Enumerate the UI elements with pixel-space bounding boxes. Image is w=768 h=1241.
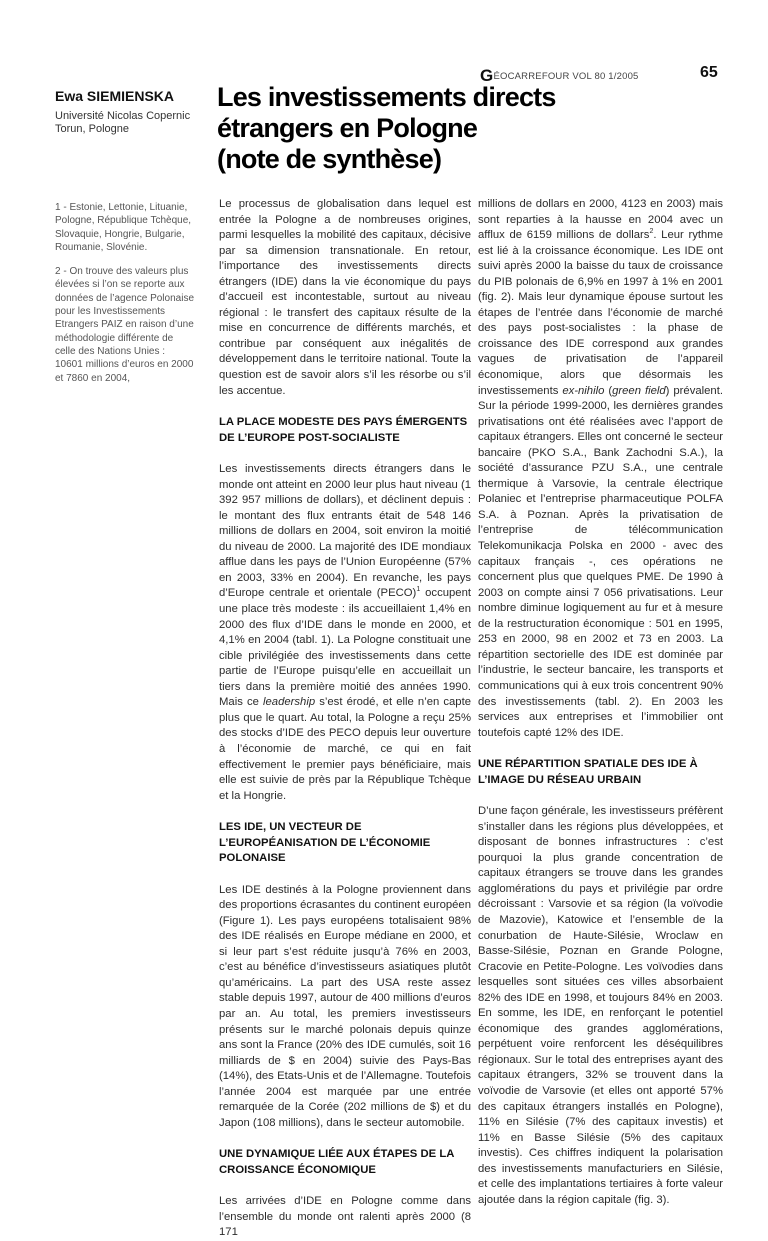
body-column-right (478, 197, 723, 1208)
italic-text: ex-nihilo (562, 384, 605, 397)
affiliation-line: Université Nicolas Copernic (55, 110, 191, 122)
footnote-ref: 2 (649, 228, 654, 236)
footnote-1: 1 - Estonie, Lettonie, Lituanie, Pologne, République Tchèque, Slovaquie, Hongrie, Bulgarie, Roumanie, Slovénie. (55, 202, 192, 253)
text-run: ( (604, 384, 613, 397)
body-paragraph (219, 1194, 471, 1241)
italic-text: green field (612, 384, 666, 397)
footnote-ref: 1 (416, 586, 421, 594)
author-affiliation (55, 110, 190, 136)
text-run: occupent une place très modeste : ils accueillaient 1,4% en 2000 des flux d’IDE dans le monde en 2000, et 4,1% en 2004 (tabl. 1). La Pologne constituait une cible privilégiée des investissements dans cette partie de l’Europe puisqu’elle en accueillait un tiers dans la première moitié des années 1990. Mais ce (219, 587, 471, 709)
footnote-2: 2 - On trouve des valeurs plus élevées si l’on se reporte aux données de l’agence Polonaise pour les Investissements Etrangers PAIZ en raison d’une méthodologie différente de celle des Nations Unies : 10601 millions d’euros en 2000 et 7860 en 2004, (55, 266, 194, 384)
title-line: étrangers en Pologne (217, 113, 478, 143)
body-paragraph (478, 804, 723, 1208)
section-heading: LES IDE, UN VECTEUR DE L’EUROPÉANISATION DE L’ÉCONOMIE POLONAISE (219, 821, 431, 865)
body-column-left (219, 197, 471, 1241)
journal-logo-initial: G (480, 66, 494, 85)
author-name: Ewa SIEMIENSKA (55, 88, 175, 104)
text-run: s’est érodé, et elle n’en capte plus que le quart. Au total, la Pologne a reçu 25% des stocks d’IDE des PECO depuis leur ouverture à l’économie de marché, ce qui en fait effectivement le premier pays bénéficiaire, mais elle est suivie de près par la République Tchèque et la Hongrie. (219, 696, 472, 802)
title-line: (note de synthèse) (217, 144, 442, 174)
text-run: millions de dollars en 2000, 4123 en 2003) mais sont reparties à la hausse en 2004 avec un afflux de 6159 millions de dollars (478, 198, 723, 242)
text-run: Les arrivées d’IDE en Pologne comme dans l’ensemble du monde ont ralenti après 2000 (8 171 (219, 1195, 471, 1239)
page-number: 65 (700, 64, 718, 81)
section-heading: LA PLACE MODESTE DES PAYS ÉMERGENTS DE L’EUROPE POST-SOCIALISTE (219, 416, 468, 444)
journal-name: ÉOCARREFOUR VOL 80 1/2005 (493, 71, 639, 82)
text-run: Le processus de globalisation dans lequel est entrée la Pologne a de nombreuses origines, parmi lesquelles la mobilité des capitaux, décisive par sa dimension transnationale. En retour, l’importance des investissements directs étrangers (IDE) dans la vie économique du pays d’accueil est incontestable, surtout au niveau régional : le transfert des capitaux résulte de la mise en concurrence de différents marchés, et contribue par conséquent aux inégalités de développement dans le territoire national. Toute la question est de savoir alors s’il les résorbe ou s’il les accentue. (219, 198, 471, 397)
affiliation-line: Torun, Pologne (55, 123, 129, 135)
title-line: Les investissements directs (217, 82, 556, 112)
footnotes (55, 201, 195, 396)
body-paragraph (219, 462, 471, 804)
section-heading: UNE DYNAMIQUE LIÉE AUX ÉTAPES DE LA CROISSANCE ÉCONOMIQUE (219, 1148, 454, 1176)
text-run: D’une façon générale, les investisseurs préfèrent s’installer dans les régions plus développées, et disposant de bonnes infrastructures : c’est pourquoi la plus grande concentration de capitaux étrangers se trouve dans les grandes agglomérations du pays et privilégie par ordre décroissant : Varsovie et sa région (la voïvodie de Mazovie), Katowice et l’ensemble de la conurbation de Haute-Silésie, Wroclaw en Basse-Silésie, Poznan en Grande Pologne, Cracovie en Petite-Pologne. Les voïvodies dans lesquelles sont situées ces villes absorbaient 82% des IDE en 1998, et toujours 84% en 2003. En somme, les IDE, en renforçant le potentiel économique des grandes agglomérations, perpétuent voire renforcent les déséquilibres régionaux. Sur le total des entreprises ayant des capitaux étrangers, 32% se trouvent dans la voïvodie de Varsovie (et elles ont apporté 57% des capitaux étrangers installés en Pologne), 11% en Silésie (7% des capitaux investis) et 11% en Basse Silésie (5% des capitaux investis). Ces chiffres indiquent la polarisation des investissements manufacturiers en Silésie, et celle des implantations tertiaires à forte valeur ajoutée dans la région capitale (fig. 3). (478, 805, 723, 1206)
italic-text: leadership (263, 696, 316, 709)
text-run: Les IDE destinés à la Pologne proviennent dans des proportions écrasantes du continent européen (Figure 1). Les pays européens totalisaient 98% des IDE réalisés en Europe médiane en 2000, et si leur part s’est réduite jusqu’à 76% en 2003, c’est au bénéfice d’investisseurs asiatiques plutôt qu’américains. La part des USA reste assez stable depuis 1997, autour de 400 millions d’euros par an. Au total, les premiers investisseurs présents sur le marché polonais depuis quinze ans sont la France (20% des IDE cumulés, soit 16 milliards de $ en 2004) suivie des Pays-Bas (14%), des Etats-Unis et de l’Allemagne. Toutefois l’année 2004 est marquée par une entrée remarquée de la Corée (202 millions de $) et du Japon (108 millions), dans le secteur automobile. (219, 883, 471, 1129)
text-run: ) prévalent. Sur la période 1999-2000, les dernières grandes privatisations ont été réalisées avec l’apport de capitaux étrangers. Elles ont concerné le secteur bancaire (PKO S.A., Bank Zachodni S.A.), la société d’assurance PZU S.A., une centrale thermique à Varsovie, la centrale électrique Polaniec et l’entreprise pharmaceutique POLFA S.A. à Poznan. Après la privatisation de l’entreprise de télécommunication Telekomunikacja Polska en 2000 - avec des capitaux français -, ces opérations ne concernent plus que quelques PME. De 1990 à 2003 on compte ainsi 7 056 privatisations. Leur nombre diminue logiquement au fur et à mesure de la restructuration économique : 501 en 1995, 253 en 2000, 98 en 2002 et 73 en 2003. La répartition sectorielle des IDE est dominée par l’industrie, le secteur bancaire, les transports et communications qui à eux trois concentrent 90% des investissements (tabl. 2). En 2003 les services aux entreprises et l’immobilier ont toutefois capté 12% des IDE. (478, 384, 723, 739)
body-paragraph (219, 197, 471, 399)
body-paragraph (219, 883, 471, 1132)
section-heading: UNE RÉPARTITION SPATIALE DES IDE À L’IMAGE DU RÉSEAU URBAIN (478, 758, 698, 786)
text-run: . Leur rythme est lié à la croissance économique. Les IDE ont suivi après 2000 la baisse du taux de croissance du PIB polonais de 6,9% en 1997 à 1% en 2001 (fig. 2). Mais leur dynamique épouse surtout les étapes de l’entrée dans l’économie de marché des pays post-socialistes : la phase de croissance des IDE correspond aux grandes vagues de privatisation de l’appareil économique, alors que désormais les investissements (478, 229, 723, 397)
article-title (217, 82, 697, 175)
text-run: Les investissements directs étrangers dans le monde ont atteint en 2000 leur plus haut niveau (1 392 957 millions de dollars), et déclinent depuis : le montant des flux entrants était de 548 146 millions de dollars en 2004, soit environ la moitié du niveau de 2000. La majorité des IDE mondiaux afflue dans les pays de l’Union Européenne (57% en 2003, 33% en 2004). En revanche, les pays d’Europe centrale et orientale (PECO) (219, 463, 471, 600)
body-paragraph (478, 197, 723, 741)
